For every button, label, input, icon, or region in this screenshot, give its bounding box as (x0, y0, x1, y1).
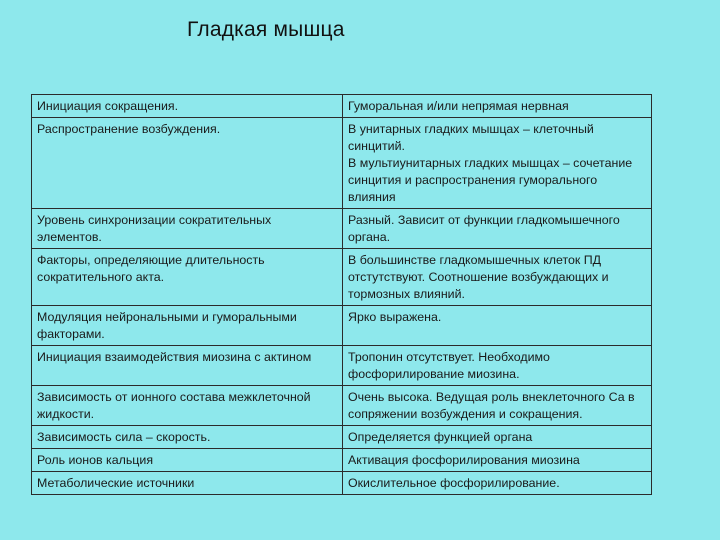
table-row (32, 386, 652, 426)
table-row (32, 449, 652, 472)
table-row (32, 472, 652, 495)
table-row (32, 306, 652, 346)
row-label-cell: Роль ионов кальция (32, 449, 343, 472)
row-value-cell: Определяется функцией органа (343, 426, 652, 449)
row-value-cell: Очень высока. Ведущая роль внеклеточного Са в сопряжении возбуждения и сокращения. (343, 386, 652, 426)
table-row (32, 209, 652, 249)
table-row (32, 118, 652, 209)
table-row (32, 426, 652, 449)
row-value-cell: В унитарных гладких мышцах – клеточный синцитий. В мультиунитарных гладких мышцах – сочетание синцития и распространения гуморального влияния (343, 118, 652, 209)
row-value-cell: Активация фосфорилирования миозина (343, 449, 652, 472)
table-row (32, 249, 652, 306)
row-value-cell: Разный. Зависит от функции гладкомышечного органа. (343, 209, 652, 249)
row-label-cell: Уровень синхронизации сократительных элементов. (32, 209, 343, 249)
comparison-table (31, 94, 652, 495)
row-value-cell: Тропонин отсутствует. Необходимо фосфорилирование миозина. (343, 346, 652, 386)
page-title: Гладкая мышца (187, 18, 345, 41)
row-value-cell: Ярко выражена. (343, 306, 652, 346)
table-row (32, 95, 652, 118)
table-row (32, 346, 652, 386)
row-label-cell: Зависимость сила – скорость. (32, 426, 343, 449)
row-label-cell: Инициация сокращения. (32, 95, 343, 118)
row-value-cell: Окислительное фосфорилирование. (343, 472, 652, 495)
row-value-cell: Гуморальная и/или непрямая нервная (343, 95, 652, 118)
row-label-cell: Инициация взаимодействия миозина с актином (32, 346, 343, 386)
row-label-cell: Распространение возбуждения. (32, 118, 343, 209)
row-value-cell: В большинстве гладкомышечных клеток ПД отстутствуют. Соотношение возбуждающих и тормозных влияний. (343, 249, 652, 306)
row-label-cell: Модуляция нейрональными и гуморальными факторами. (32, 306, 343, 346)
row-label-cell: Факторы, определяющие длительность сократительного акта. (32, 249, 343, 306)
row-label-cell: Метаболические источники (32, 472, 343, 495)
row-label-cell: Зависимость от ионного состава межклеточной жидкости. (32, 386, 343, 426)
